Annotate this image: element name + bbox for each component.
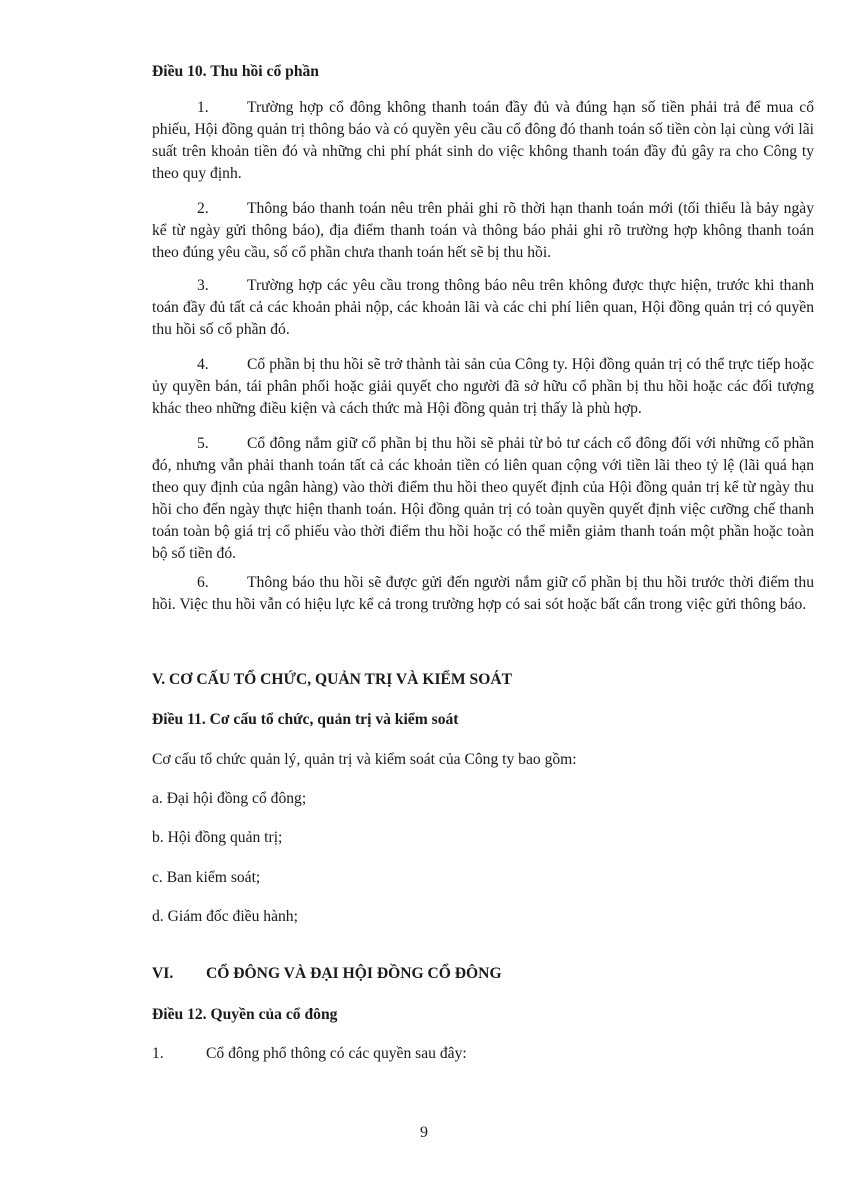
article-11-item-d: d. Giám đốc điều hành; [152,908,298,925]
item-text: Trường hợp các yêu cầu trong thông báo nêu trên không được thực hiện, trước khi thanh toán đầy đủ tất cả các khoản phải nộp, các khoản lãi và các chi phí liên quan, Hội đồng quản trị có quyền thu hồi số cổ phần đó. [152,277,814,338]
item-number: 6. [197,574,209,591]
item-number: 1. [197,99,209,116]
section-6-title: CỔ ĐÔNG VÀ ĐẠI HỘI ĐỒNG CỔ ĐÔNG [206,965,502,982]
article-10-item-2 [152,198,814,264]
article-10-item-6 [152,572,814,616]
item-text: Cổ đông nắm giữ cổ phần bị thu hồi sẽ phải từ bỏ tư cách cổ đông đối với những cổ phần đó, nhưng vẫn phải thanh toán tất cả các khoản tiền có liên quan cộng với tiền lãi theo tỷ lệ (lãi quá hạn theo quy định của ngân hàng) vào thời điểm thu hồi theo quyết định của Hội đồng quản trị kể từ ngày thu hồi cho đến ngày thực hiện thanh toán. Hội đồng quản trị có toàn quyền quyết định việc cưỡng chế thanh toán toàn bộ giá trị cổ phiếu vào thời điểm thu hồi hoặc có thể miễn giảm thanh toán một phần hoặc toàn bộ số tiền đó. [152,435,814,562]
section-5-title: V. CƠ CẤU TỔ CHỨC, QUẢN TRỊ VÀ KIỂM SOÁT [152,671,513,688]
item-text: Cổ phần bị thu hồi sẽ trở thành tài sản của Công ty. Hội đồng quản trị có thể trực tiếp hoặc ủy quyền bán, tái phân phối hoặc giải quyết cho người đã sở hữu cổ phần bị thu hồi hoặc các đối tượng khác theo những điều kiện và cách thức mà Hội đồng quản trị thấy là phù hợp. [152,356,814,417]
item-number: 4. [197,356,209,373]
article-12-item-1-number: 1. [152,1045,164,1062]
article-11-item-a: a. Đại hội đồng cổ đông; [152,790,307,807]
item-text: Thông báo thu hồi sẽ được gửi đến người nắm giữ cổ phần bị thu hồi trước thời điểm thu hồi. Việc thu hồi vẫn có hiệu lực kể cả trong trường hợp có sai sót hoặc bất cẩn trong việc gửi thông báo. [152,574,814,613]
article-11-item-c: c. Ban kiểm soát; [152,869,261,886]
article-10-item-5 [152,433,814,565]
article-11-item-b: b. Hội đồng quản trị; [152,829,283,846]
article-10-heading: Điều 10. Thu hồi cổ phần [152,63,319,80]
item-text: Trường hợp cổ đông không thanh toán đầy đủ và đúng hạn số tiền phải trả để mua cổ phiếu, Hội đồng quản trị thông báo và có quyền yêu cầu cổ đông đó thanh toán số tiền còn lại cùng với lãi suất trên khoản tiền đó và những chi phí phát sinh do việc không thanh toán đầy đủ gây ra cho Công ty theo quy định. [152,99,814,182]
article-10-item-3 [152,275,814,341]
article-10-item-4 [152,354,814,420]
item-number: 5. [197,435,209,452]
article-10-item-1 [152,97,814,185]
article-12-heading: Điều 12. Quyền của cổ đông [152,1006,338,1023]
item-number: 3. [197,277,209,294]
article-11-intro: Cơ cấu tổ chức quản lý, quản trị và kiểm soát của Công ty bao gồm: [152,751,577,768]
page-number: 9 [420,1124,428,1141]
article-11-heading: Điều 11. Cơ cấu tổ chức, quản trị và kiểm soát [152,711,459,728]
item-text: Thông báo thanh toán nêu trên phải ghi rõ thời hạn thanh toán mới (tối thiểu là bảy ngày kể từ ngày gửi thông báo), địa điểm thanh toán và thông báo phải ghi rõ trường hợp không thanh toán theo đúng yêu cầu, số cổ phần chưa thanh toán hết sẽ bị thu hồi. [152,200,814,261]
article-12-item-1-text: Cổ đông phổ thông có các quyền sau đây: [206,1045,467,1062]
section-6-number: VI. [152,965,174,982]
item-number: 2. [197,200,209,217]
